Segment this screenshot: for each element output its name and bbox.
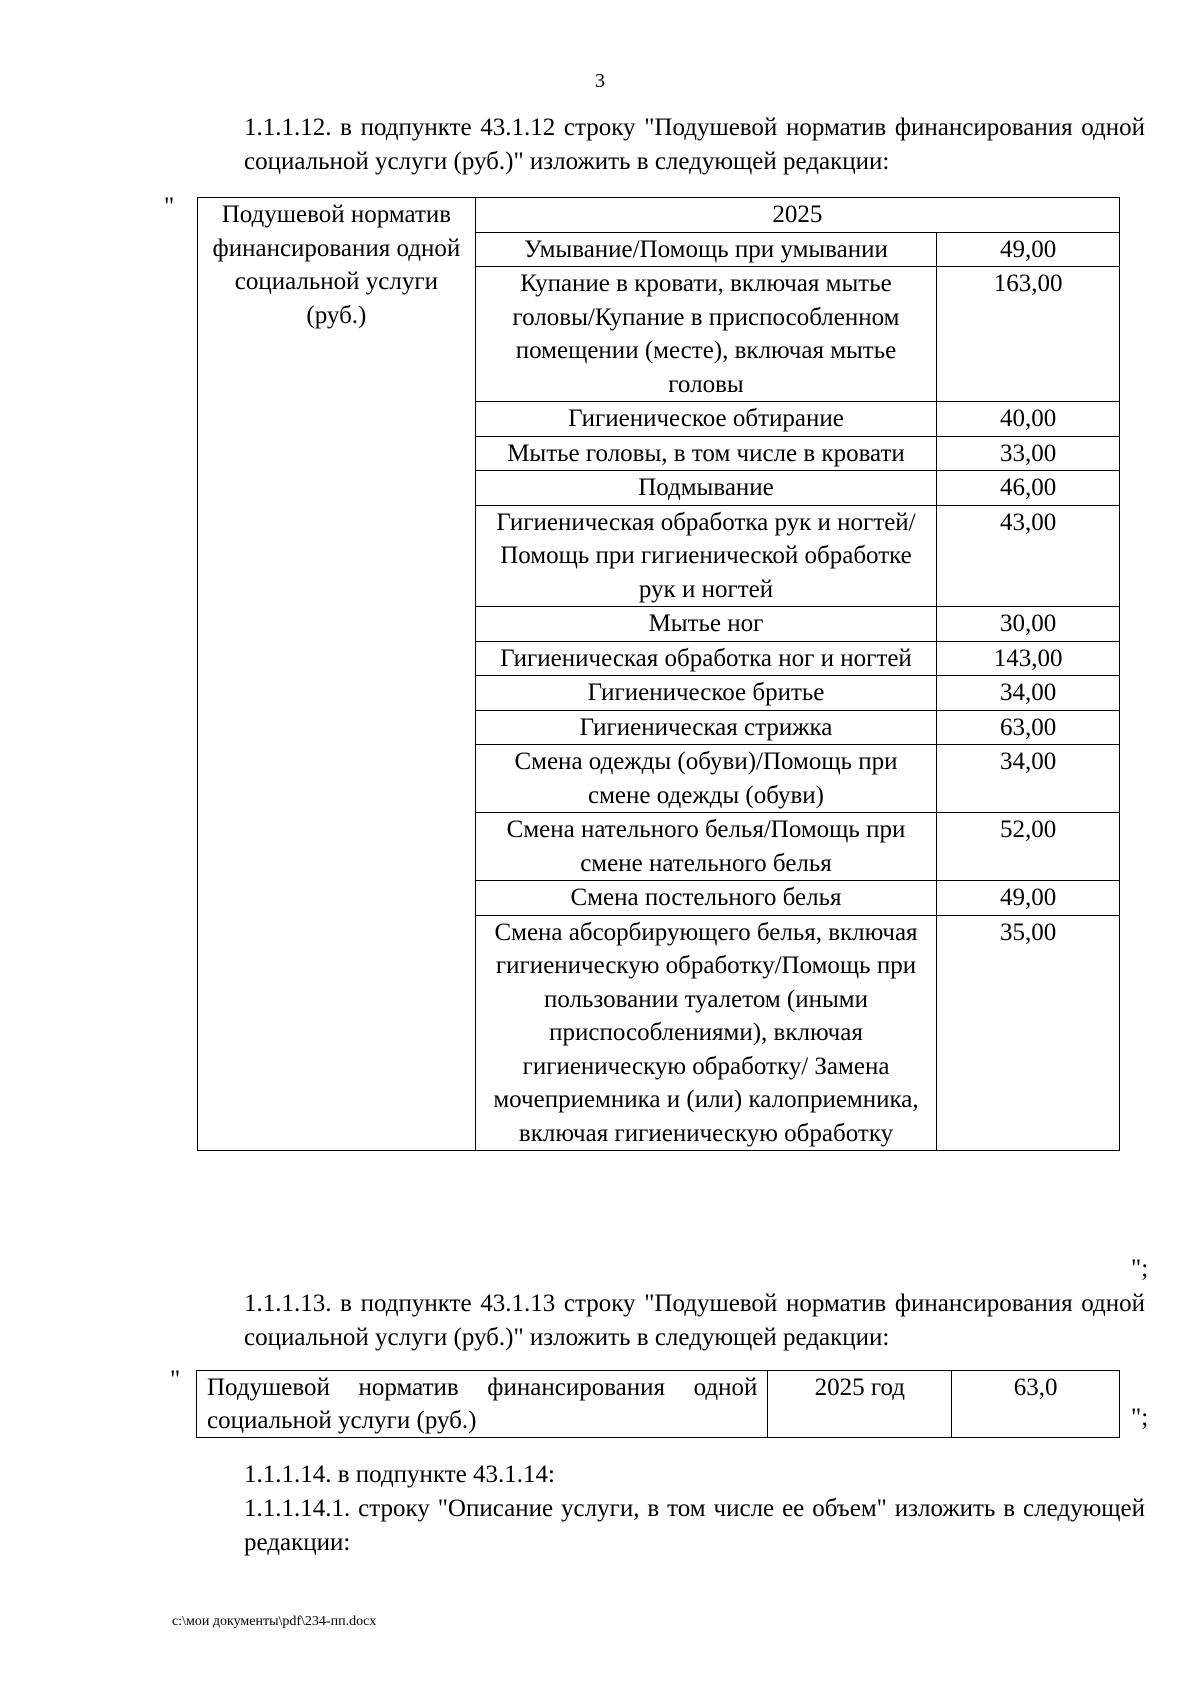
service-value-cell: 33,00 [937, 436, 1120, 471]
service-name-cell: Гигиеническое обтирание [475, 402, 936, 437]
year-header-cell: 2025 [475, 198, 1119, 233]
service-value-cell: 49,00 [937, 881, 1120, 916]
year-cell: 2025 год [768, 1371, 952, 1438]
norm-table-43-1-13 [196, 1370, 1120, 1438]
table-header-row [198, 198, 1120, 233]
service-value-cell: 49,00 [937, 232, 1120, 267]
quote-open-mark: " [164, 193, 175, 220]
service-name-cell: Гигиеническая стрижка [475, 710, 936, 745]
services-norm-table [197, 197, 1120, 1151]
service-value-cell: 163,00 [937, 267, 1120, 402]
norm-label-cell: Подушевой норматив финансирования одной социальной услуги (руб.) [198, 198, 476, 1151]
service-name-cell: Умывание/Помощь при умывании [475, 232, 936, 267]
quote-close-mark: "; [1131, 1255, 1149, 1282]
service-value-cell: 40,00 [937, 402, 1120, 437]
table-row [197, 1371, 1120, 1438]
paragraph-1-1-1-14-1: 1.1.1.14.1. строку "Описание услуги, в том числе ее объем" изложить в следующей редакции: [244, 1495, 1145, 1556]
service-value-cell: 52,00 [937, 813, 1120, 881]
service-name-cell: Гигиеническое бритье [475, 676, 936, 711]
service-name-cell: Купание в кровати, включая мытье головы/Купание в приспособленном помещении (месте), включая мытье головы [475, 267, 936, 402]
page-number: 3 [595, 70, 605, 92]
service-name-cell: Гигиеническая обработка рук и ногтей/Помощь при гигиенической обработке рук и ногтей [475, 505, 936, 607]
file-path-footer: c:\мои документы\pdf\234-пп.docx [172, 1614, 377, 1629]
service-value-cell: 46,00 [937, 471, 1120, 506]
service-value-cell: 34,00 [937, 745, 1120, 813]
service-name-cell: Смена нательного белья/Помощь при смене нательного белья [475, 813, 936, 881]
service-value-cell: 63,00 [937, 710, 1120, 745]
service-name-cell: Смена абсорбирующего белья, включая гигиеническую обработку/Помощь при пользовании туалетом (иными приспособлениями), включая гигиеническую обработку/ Замена мочеприемника и (или) калоприемника, включая гигиеническую обработку [475, 915, 936, 1151]
service-name-cell: Смена одежды (обуви)/Помощь при смене одежды (обуви) [475, 745, 936, 813]
service-value-cell: 43,00 [937, 505, 1120, 607]
paragraph-1-1-1-14: 1.1.1.14. в подпункте 43.1.14: [244, 1461, 555, 1488]
service-name-cell: Мытье ног [475, 607, 936, 642]
service-name-cell: Подмывание [475, 471, 936, 506]
paragraph-1-1-1-12: 1.1.1.12. в подпункте 43.1.12 строку "Подушевой норматив финансирования одной социальной услуги (руб.)" изложить в следующей редакции: [244, 114, 1145, 175]
quote-open-mark-2: " [170, 1366, 181, 1393]
service-value-cell: 30,00 [937, 607, 1120, 642]
service-value-cell: 143,00 [937, 641, 1120, 676]
service-value-cell: 34,00 [937, 676, 1120, 711]
service-name-cell: Гигиеническая обработка ног и ногтей [475, 641, 936, 676]
service-name-cell: Мытье головы, в том числе в кровати [475, 436, 936, 471]
value-cell: 63,0 [952, 1371, 1120, 1438]
service-name-cell: Смена постельного белья [475, 881, 936, 916]
quote-close-mark-2: "; [1131, 1404, 1149, 1431]
service-value-cell: 35,00 [937, 915, 1120, 1151]
paragraph-1-1-1-13: 1.1.1.13. в подпункте 43.1.13 строку "Подушевой норматив финансирования одной социальной услуги (руб.)" изложить в следующей редакции: [244, 1290, 1145, 1351]
norm-label-cell-2: Подушевой норматив финансирования одной социальной услуги (руб.) [197, 1371, 768, 1438]
